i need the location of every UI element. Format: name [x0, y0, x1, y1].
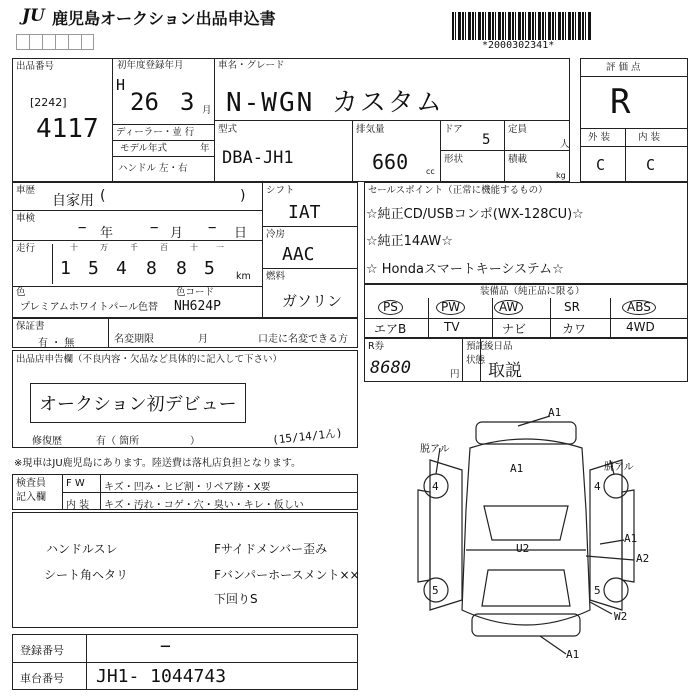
diagram-label: A2 [636, 552, 650, 565]
equipment-abs: ABS [622, 300, 656, 315]
transfer-unit: 月 [198, 334, 208, 345]
notes-label: 出品店申告欄（不良内容・欠品など具体的に記入して下さい） [16, 354, 283, 365]
mileage-label: 走行 [16, 243, 36, 254]
title-boxes [16, 34, 94, 50]
door-label: ドア [444, 124, 463, 135]
exterior-label: 外 装 [588, 132, 611, 143]
load-label: 積載 [508, 154, 528, 165]
repair-label: 修復歴 [32, 436, 62, 447]
car-name-label: 車名・グレード [218, 60, 285, 71]
diagram-label: A1 [624, 532, 638, 545]
equipment-ps: PS [378, 300, 403, 315]
fuel-value: ガソリン [282, 292, 343, 310]
capacity-label: 定員 [508, 124, 528, 135]
era: H [116, 76, 126, 94]
equipment-4wd: 4WD [626, 320, 655, 334]
interior-label: 内 装 [638, 132, 661, 143]
shift-label: シフト [266, 185, 295, 196]
chassis-number: JH1- 1044743 [96, 666, 227, 687]
diagram-label: A1 [566, 648, 580, 661]
warranty-value: 有 ・ 無 [38, 338, 75, 349]
recycle-label: R券 [368, 341, 385, 352]
load-unit: kg [556, 171, 566, 180]
inspector-label: 検査員 記入欄 [16, 478, 46, 503]
fuel-label: 燃料 [266, 271, 286, 282]
displacement-label: 排気量 [356, 124, 385, 135]
deposit-label: 預託 [466, 341, 486, 352]
color-code: NH624P [174, 299, 221, 314]
mileage-digit: 5 [204, 258, 215, 279]
mileage-digit: 5 [88, 258, 99, 279]
inspector-note: ※現車はJU鹿児島にあります。陸送費は落札店負担となります。 [14, 458, 302, 469]
color-code-label: 色コード [176, 287, 215, 298]
mileage-place: 十 [70, 243, 78, 252]
mileage-place: 一 [216, 243, 224, 252]
color-change-label: 色替 [138, 302, 158, 313]
mileage-digit: 4 [116, 258, 127, 279]
car-type: DBA-JH1 [222, 148, 294, 168]
deposit-state-label: 状態 [466, 355, 486, 366]
color-value: プレミアムホワイトパール [20, 302, 139, 313]
recycle-box [364, 338, 688, 382]
shape-label: 形状 [444, 154, 464, 165]
inspector-comment: Fサイドメンバー歪み [214, 542, 328, 556]
equipment-leather: カワ [562, 322, 587, 336]
inspection-day: − [208, 220, 217, 236]
inspector-comment: シート角ヘタリ [44, 568, 129, 582]
diagram-label: 4 [432, 480, 439, 493]
ac-value: AAC [282, 244, 315, 265]
diagram-label: 5 [594, 584, 601, 597]
equipment-sr: SR [564, 300, 580, 314]
equipment-label: 装備品（純正品に限る） [480, 286, 585, 297]
sales-point-item: ☆純正CD/USBコンポ(WX-128CU)☆ [366, 207, 584, 222]
equipment-tv: TV [444, 320, 460, 334]
mileage-place: 万 [100, 243, 108, 252]
inspection-year-unit: 年 [100, 226, 114, 241]
inspector-comment: 下回りS [214, 592, 258, 606]
recycle-value: 8680 [370, 358, 411, 378]
barcode-number: *2000302341* [482, 40, 555, 51]
mileage-digit: 8 [176, 258, 187, 279]
sales-points-label: セールスポイント（正常に機能するもの） [368, 185, 548, 196]
post-items-label: 後日品 [484, 341, 513, 352]
exterior-grade: C [596, 156, 606, 174]
reg-year: 26 [130, 88, 159, 116]
chassis-label: 車台番号 [20, 672, 64, 685]
model-year-label: モデル年式 [120, 143, 168, 154]
equipment-aw: AW [494, 300, 523, 315]
lot-number: 4117 [36, 114, 99, 144]
logo: JU [22, 6, 45, 26]
type-label: 型式 [218, 124, 238, 135]
shift-value: IAT [288, 202, 321, 223]
diagram-label: U2 [516, 542, 530, 555]
history-label: 車歴 [16, 185, 36, 196]
transfer-label: 名変期限 [114, 334, 154, 345]
rating-score: R [610, 82, 631, 122]
diagram-label: W2 [614, 610, 628, 623]
inspection-month-unit: 月 [170, 226, 184, 241]
inspection-month: − [150, 220, 159, 236]
notes-text: オークション初デビュー [30, 383, 246, 423]
equipment-pw: PW [436, 300, 465, 315]
displacement-unit: cc [426, 167, 435, 176]
repair-close: ） [190, 436, 200, 447]
door-count: 5 [482, 132, 491, 148]
history-paren-open: ( [100, 188, 106, 204]
mileage-place: 十 [190, 243, 198, 252]
post-items-value: 取説 [488, 361, 522, 381]
displacement: 660 [372, 150, 409, 174]
interior-grade: C [646, 156, 656, 174]
diagram-label: A1 [548, 406, 562, 419]
legend-exterior: キズ・凹み・ヒビ割・リペア跡・X要 [104, 482, 271, 493]
mileage-digits [52, 244, 232, 284]
diagram-label: 5 [432, 584, 439, 597]
reg-month: 3 [180, 88, 195, 116]
ac-label: 冷房 [266, 229, 286, 240]
diagram-label: 脱アル [604, 462, 634, 473]
lot-number-label: 出品番号 [16, 61, 55, 72]
repair-value: 有（ 箇所 [96, 436, 140, 447]
inspection-label: 車検 [16, 213, 36, 224]
first-reg-label: 初年度登録年月 [117, 60, 184, 71]
inspector-comment: ハンドルスレ [46, 542, 118, 556]
handle-label: ハンドル 左・右 [118, 163, 188, 174]
diagram-label: 4 [594, 480, 601, 493]
capacity-unit: 人 [560, 139, 570, 150]
dealer-label: ディーラー・並 行 [116, 127, 195, 138]
warranty-label: 保証書 [16, 321, 45, 332]
transfer-note: 口走に名変できる方 [258, 334, 348, 345]
inspection-stamp: (15/14/1ん) [271, 426, 344, 447]
diagram-label: 脱アル [420, 444, 450, 455]
history-value: 自家用 [52, 193, 94, 209]
history-paren-close: ) [240, 188, 246, 204]
mileage-unit: km [236, 271, 251, 282]
equipment-navi: ナビ [502, 322, 527, 336]
mileage-place: 千 [130, 243, 138, 252]
mileage-place: 百 [160, 243, 168, 252]
car-name: N-WGN カスタム [226, 88, 444, 118]
reg-number-label: 登録番号 [20, 644, 64, 657]
mileage-digit: 1 [60, 258, 71, 279]
barcode [452, 12, 592, 40]
inspection-year: − [78, 220, 87, 236]
model-year-unit: 年 [200, 143, 210, 154]
diagram-label: A1 [510, 462, 524, 475]
color-label: 色 [16, 287, 26, 298]
recycle-unit: 円 [450, 369, 460, 380]
inspection-day-unit: 日 [234, 226, 248, 241]
rating-label: 評 価 点 [606, 62, 641, 73]
inspector-comment: Fバンパーホースメント×× [214, 568, 360, 582]
lot-sub-number: [2242] [30, 96, 67, 109]
sales-point-item: ☆純正14AW☆ [366, 234, 453, 249]
legend-interior-key: 内 装 [66, 500, 90, 511]
equipment-airbag: エアB [374, 322, 407, 336]
month-unit: 月 [202, 105, 212, 116]
sales-point-item: ☆ Hondaスマートキーシステム☆ [366, 262, 564, 277]
legend-interior: キズ・汚れ・コゲ・穴・臭い・キレ・仮しい [104, 500, 304, 511]
mileage-digit: 8 [146, 258, 157, 279]
reg-number-value: − [160, 636, 171, 657]
form-title: 鹿児島オークション出品申込書 [52, 9, 276, 28]
legend-exterior-key: F W [66, 478, 85, 489]
